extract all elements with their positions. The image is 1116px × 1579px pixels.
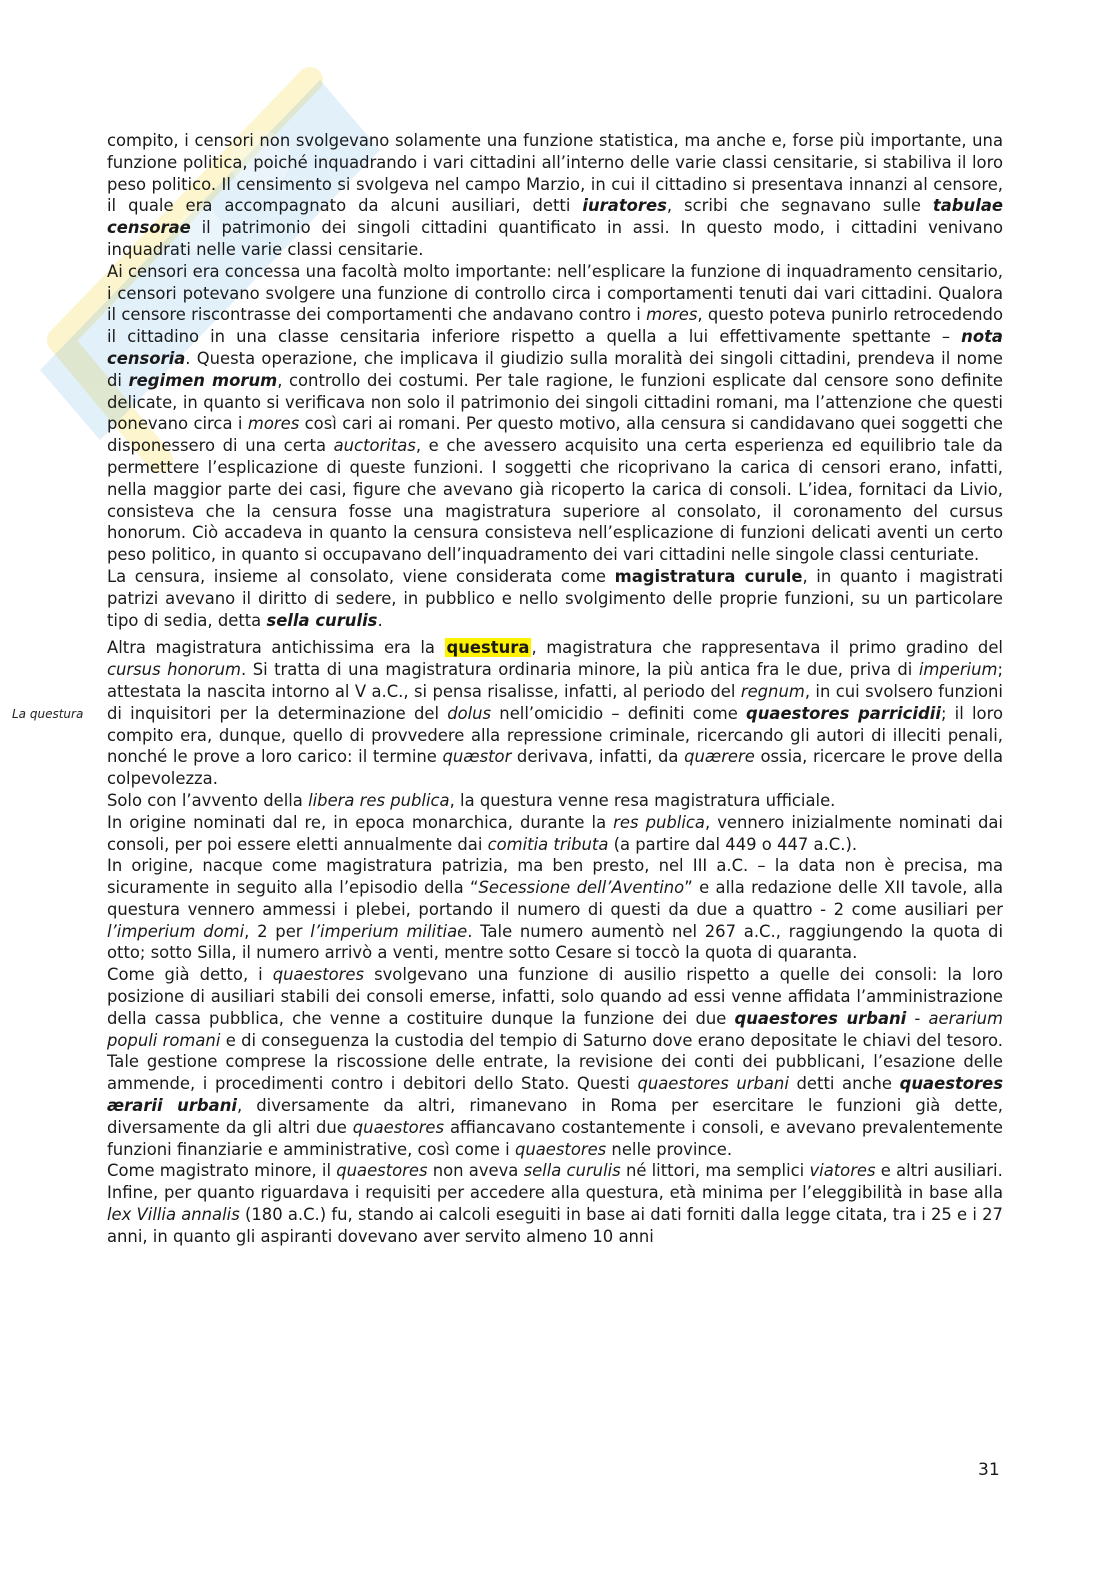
paragraph: La censura, insieme al consolato, viene considerata come magistratura curule, in quanto i magistrati patrizi avevano il diritto di sedere, in pubblico e nello svolgimento delle proprie funzioni, su un particolare tipo di sedia, detta sella curulis. xyxy=(107,566,1003,630)
paragraph: In origine nominati dal re, in epoca monarchica, durante la res publica, vennero inizialmente nominati dai consoli, per poi essere eletti annualmente dai comitia tributa (a partire dal 449 o 447 a.C.). xyxy=(107,812,1003,854)
body-text xyxy=(107,130,1003,1248)
paragraph: Infine, per quanto riguardava i requisiti per accedere alla questura, età minima per l’eleggibilità in base alla lex Villia annalis (180 a.C.) fu, stando ai calcoli eseguiti in base ai dati forniti dalla legge citata, tra i 25 e i 27 anni, in quanto gli aspiranti dovevano aver servito almeno 10 anni xyxy=(107,1183,1003,1246)
paragraph: In origine, nacque come magistratura patrizia, ma ben presto, nel III a.C. – la data non è precisa, ma sicuramente in seguito alla l’episodio della “Secessione dell’Aventino” e alla redazione delle XII tavole, alla questura vennero ammessi i plebei, portando il numero di questi da due a quattro - 2 come ausiliari per l’imperium domi, 2 per l’imperium militiae. Tale numero aumentò nel 267 a.C., raggiungendo la quota di otto; sotto Silla, il numero arrivò a venti, mentre sotto Cesare si toccò la quota di quaranta. xyxy=(107,856,1004,963)
paragraph: Altra magistratura antichissima era la questura , magistratura che rappresentava il primo gradino del cursus honorum. Si tratta di una magistratura ordinaria minore, la più antica fra le due, priva di imperium; attestata la nascita intorno al V a.C., si pensa risalisse, infatti, al periodo del regnum, in cui svolsero funzioni di inquisitori per la determinazione del dolus nell’omicidio – definiti come quaestores parricidii; il loro compito era, dunque, quello di provvedere alla repressione criminale, ricercando gli autori di illeciti penali, nonché le prove a loro carico: il termine quæstor derivava, infatti, da quærere ossia, ricercare le prove della colpevolezza. xyxy=(107,638,1003,789)
paragraph: Come magistrato minore, il quaestores non aveva sella curulis né littori, ma semplici viatores e altri ausiliari. xyxy=(107,1161,1003,1181)
paragraph: Come già detto, i quaestores svolgevano una funzione di ausilio rispetto a quelle dei consoli: la loro posizione di ausiliari stabili dei consoli emerse, infatti, solo quando ad essi venne affidata l’amministrazione della cassa pubblica, che venne a costituire dunque la funzione dei due quaestores urbani - aerarium populi romani e di conseguenza la custodia del tempio di Saturno dove erano depositate le chiavi del tesoro. Tale gestione comprese la riscossione delle entrate, la revisione dei conti dei pubblicani, l’esazione delle ammende, i procedimenti contro i debitori dello Stato. Questi quaestores urbani detti anche quaestores ærarii urbani, diversamente da altri, rimanevano in Roma per esercitare le funzioni già dette, diversamente da gli altri due quaestores affiancavano costantemente i consoli, e avevano prevalentemente funzioni finanziarie e amministrative, così come i quaestores nelle province. xyxy=(107,965,1004,1159)
page-number: 31 xyxy=(978,1460,1000,1480)
paragraph: compito, i censori non svolgevano solamente una funzione statistica, ma anche e, forse più importante, una funzione politica, poiché inquadrando i vari cittadini all’interno delle varie classi censitarie, si stabiliva il loro peso politico. Il censimento si svolgeva nel campo Marzio, in cui il cittadino si presentava innanzi al censore, il quale era accompagnato da alcuni ausiliari, detti iuratores, scribi che segnavano sulle tabulae censorae il patrimonio dei singoli cittadini quantificato in assi. In questo modo, i cittadini venivano inquadrati nelle varie classi censitarie. xyxy=(107,131,1003,259)
margin-note: La questura xyxy=(12,707,84,721)
paragraph: Ai censori era concessa una facoltà molto importante: nell’esplicare la funzione di inquadramento censitario, i censori potevano svolgere una funzione di controllo circa i comportamenti tenuti dai vari cittadini. Qualora il censore riscontrasse dei comportamenti che andavano contro i mores, questo poteva punirlo retrocedendo il cittadino in una classe censitaria inferiore rispetto a quella a lui effettivamente spettante – nota censoria. Questa operazione, che implicava il giudizio sulla moralità dei singoli cittadini, prendeva il nome di regimen morum, controllo dei costumi. Per tale ragione, le funzioni esplicate dal censore sono definite delicate, in quanto si verificava non solo il patrimonio dei singoli cittadini romani, ma l’attenzione che questi ponevano circa i mores così cari ai romani. Per questo motivo, alla censura si candidavano quei soggetti che disponessero di una certa auctoritas, e che avessero acquisito una certa esperienza ed equilibrio tale da permettere l’esplicazione di queste funzioni. I soggetti che ricoprivano la carica di censori erano, infatti, nella maggior parte dei casi, figure che avevano già ricoperto la carica di consoli. L’idea, fornitaci da Livio, consisteva che la censura fosse una magistratura superiore al consolato, il coronamento del cursus honorum. Ciò accadeva in quanto la censura consisteva nell’esplicazione di funzioni delicati aventi un certo peso politico, in quanto si occupavano dell’inquadramento dei vari cittadini nelle singole classi centuriate. xyxy=(107,261,1004,565)
highlighted-term: questura xyxy=(446,638,530,658)
paragraph: Solo con l’avvento della libera res publica, la questura venne resa magistratura ufficiale. xyxy=(107,790,836,810)
